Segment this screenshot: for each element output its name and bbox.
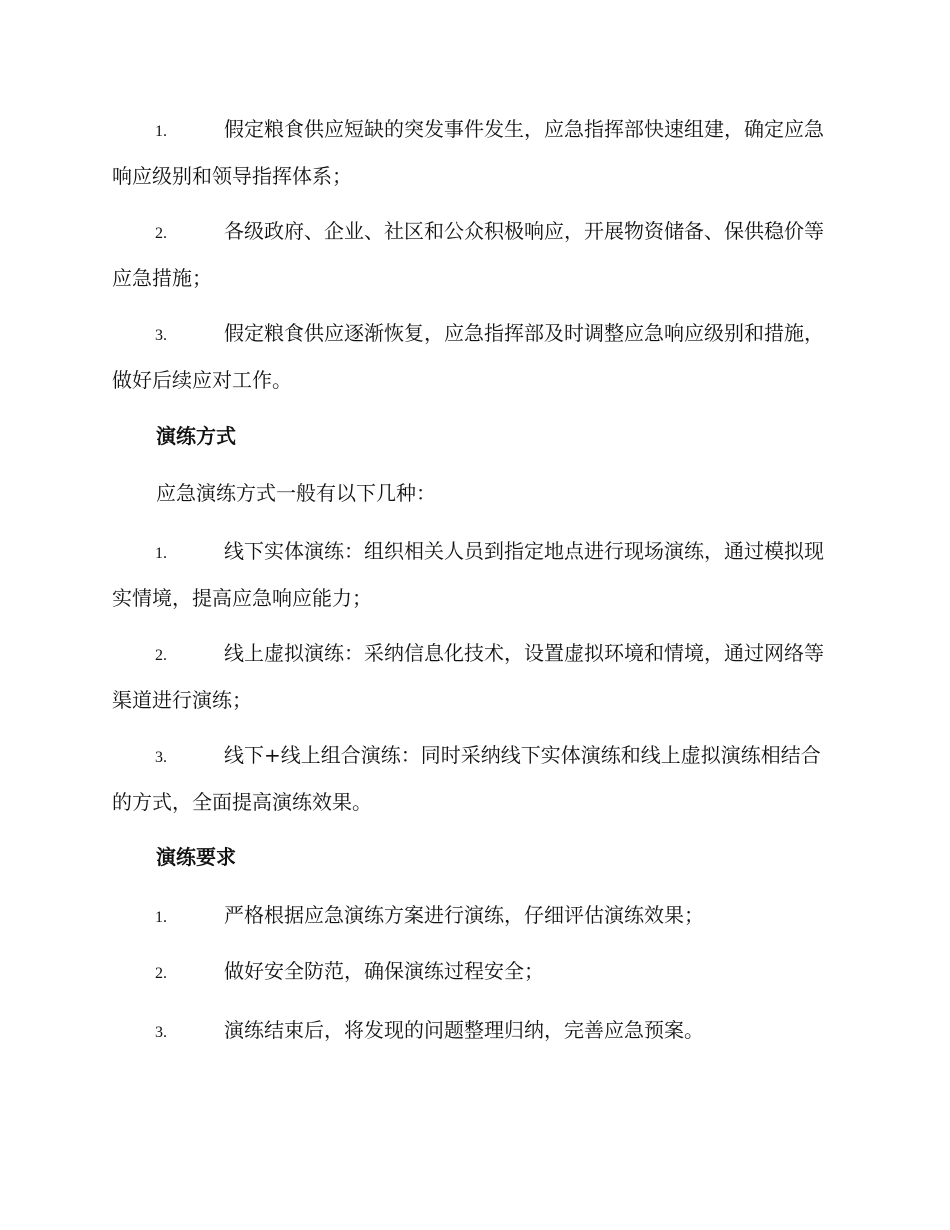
list-text: 线下+线上组合演练：同时采纳线下实体演练和线上虚拟演练相结合的方式，全面提高演练效果。	[112, 743, 821, 814]
list-item	[112, 949, 834, 996]
list-item	[112, 893, 834, 940]
list-number: 2.	[155, 225, 167, 242]
list-text: 严格根据应急演练方案进行演练，仔细评估演练效果；	[224, 903, 704, 927]
section-heading: 演练要求	[156, 845, 236, 869]
list-item	[112, 209, 834, 301]
list-number: 3.	[155, 327, 167, 344]
list-text: 假定粮食供应短缺的突发事件发生，应急指挥部快速组建，确定应急响应级别和领导指挥体系；	[112, 117, 824, 188]
section-heading: 演练方式	[156, 424, 236, 448]
list-item	[112, 1008, 834, 1055]
list-text: 各级政府、企业、社区和公众积极响应，开展物资储备、保供稳价等应急措施；	[112, 219, 824, 290]
list-text: 演练结束后，将发现的问题整理归纳，完善应急预案。	[224, 1018, 704, 1042]
list-number: 3.	[155, 749, 167, 766]
list-text: 线下实体演练：组织相关人员到指定地点进行现场演练，通过模拟现实情境，提高应急响应能力；	[112, 539, 824, 610]
list-number: 1.	[155, 909, 167, 926]
list-number: 2.	[155, 965, 167, 982]
list-text: 做好安全防范，确保演练过程安全；	[224, 959, 544, 983]
list-item	[112, 107, 834, 199]
list-number: 1.	[155, 545, 167, 562]
list-item	[112, 529, 834, 621]
list-number: 2.	[155, 647, 167, 664]
section-intro: 应急演练方式一般有以下几种：	[156, 481, 436, 505]
list-text: 假定粮食供应逐渐恢复，应急指挥部及时调整应急响应级别和措施，做好后续应对工作。	[112, 321, 824, 392]
list-number: 1.	[155, 123, 167, 140]
list-item	[112, 311, 834, 403]
list-item	[112, 733, 834, 825]
list-text: 线上虚拟演练：采纳信息化技术，设置虚拟环境和情境，通过网络等渠道进行演练；	[112, 641, 824, 712]
list-item	[112, 631, 834, 723]
list-number: 3.	[155, 1024, 167, 1041]
